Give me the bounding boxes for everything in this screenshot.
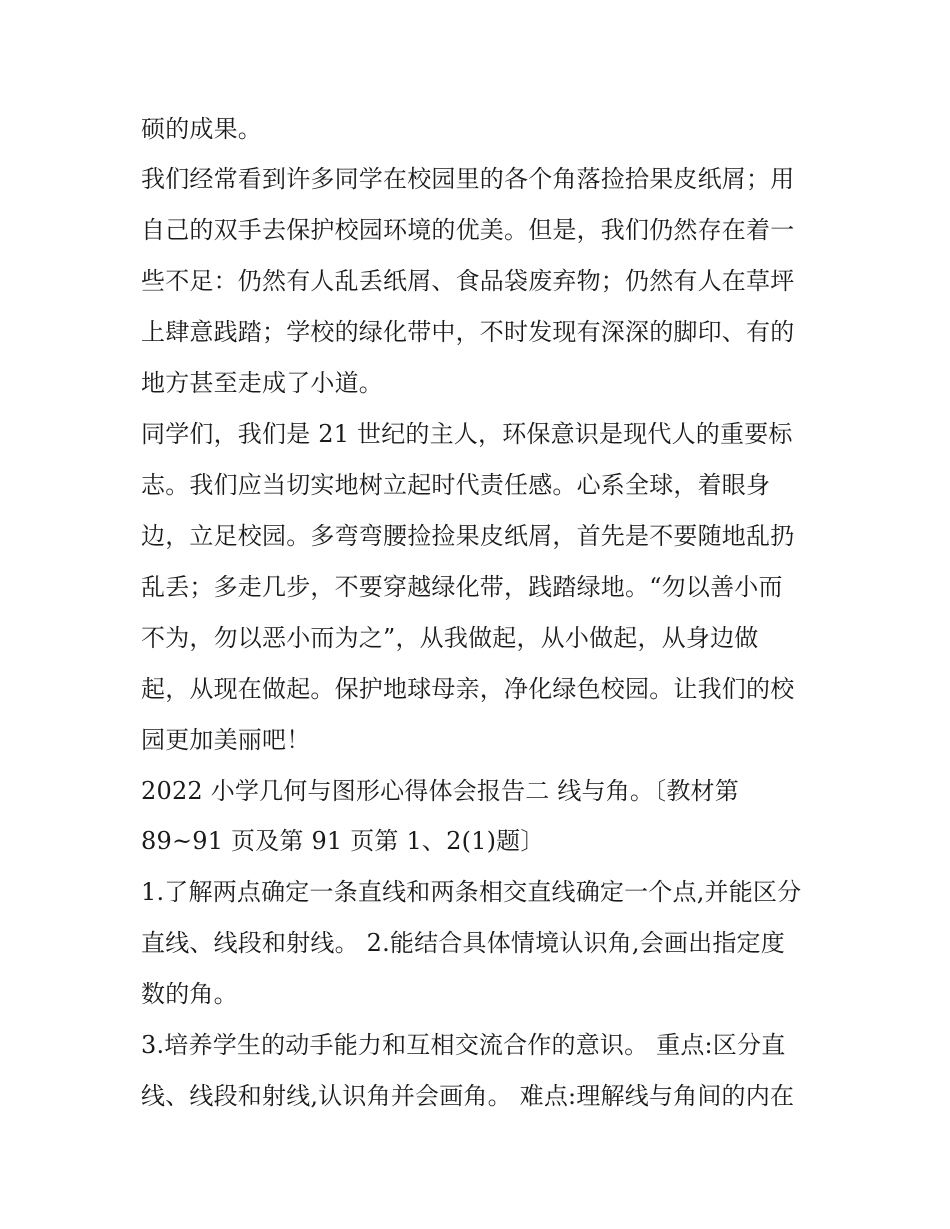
text-line-11: 不为，勿以恶小而为之”，从我做起，从小做起，从身边做 xyxy=(141,624,759,652)
text-line-5: 上肆意践踏；学校的绿化带中，不时发现有深深的脚印、有的 xyxy=(141,318,795,346)
text-line-1: 硕的成果。 xyxy=(141,115,262,143)
text-line-13: 园更加美丽吧！ xyxy=(141,726,311,754)
text-line-4: 些不足：仍然有人乱丢纸屑、食品袋废弃物；仍然有人在草坪 xyxy=(141,267,795,295)
text-line-2: 我们经常看到许多同学在校园里的各个角落捡拾果皮纸屑；用 xyxy=(141,165,795,193)
text-line-9: 边，立足校园。多弯弯腰捡捡果皮纸屑，首先是不要随地乱扔 xyxy=(141,522,795,550)
text-line-6: 地方甚至走成了小道。 xyxy=(141,369,383,397)
text-line-8: 志。我们应当切实地树立起时代责任感。心系全球，着眼身 xyxy=(141,471,771,499)
text-line-3: 自己的双手去保护校园环境的优美。但是，我们仍然存在着一 xyxy=(141,216,795,244)
text-line-7: 同学们，我们是 21 世纪的主人，环保意识是现代人的重要标 xyxy=(141,420,793,448)
text-line-10: 乱丢；多走几步，不要穿越绿化带，践踏绿地。“勿以善小而 xyxy=(141,573,783,601)
text-line-18: 数的角。 xyxy=(141,980,238,1008)
text-line-17: 直线、线段和射线。 2.能结合具体情境认识角,会画出指定度 xyxy=(141,929,785,957)
text-line-20: 线、线段和射线,认识角并会画角。 难点:理解线与角间的内在 xyxy=(141,1082,795,1110)
text-line-16: 1.了解两点确定一条直线和两条相交直线确定一个点,并能区分 xyxy=(141,878,802,906)
text-line-15: 89~91 页及第 91 页第 1、2(1)题〕 xyxy=(141,827,545,855)
text-line-19: 3.培养学生的动手能力和互相交流合作的意识。 重点:区分直 xyxy=(141,1031,786,1059)
text-line-12: 起，从现在做起。保护地球母亲，净化绿色校园。让我们的校 xyxy=(141,675,795,703)
text-line-14: 2022 小学几何与图形心得体会报告二 线与角。〔教材第 xyxy=(141,777,739,805)
